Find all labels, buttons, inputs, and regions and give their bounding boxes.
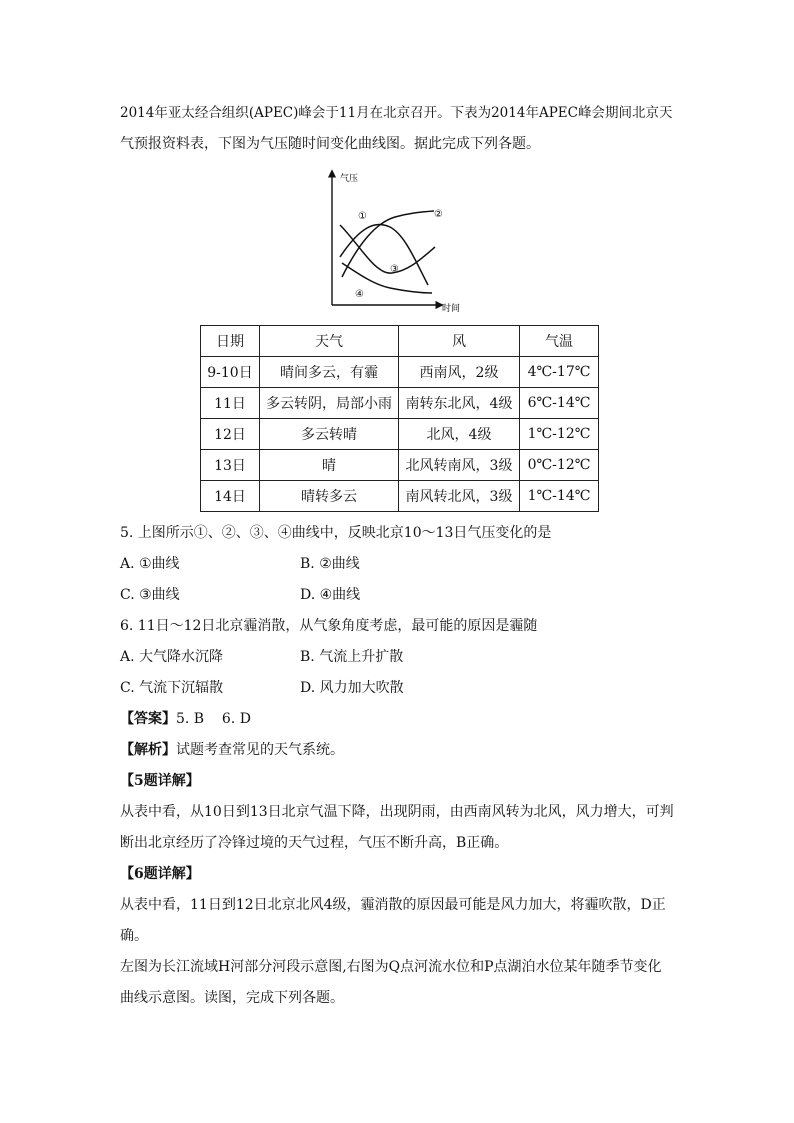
q5-option-b: B. ②曲线: [300, 556, 360, 572]
table-cell: 1℃-14℃: [520, 481, 599, 512]
next-question-intro-line-1: 左图为长江流域H河部分河段示意图,右图为Q点河流水位和P点湖泊水位某年随季节变化: [120, 959, 662, 975]
q6-option-b: B. 气流上升扩散: [300, 649, 404, 665]
table-cell: 南风转北风，3级: [399, 481, 520, 512]
header-temperature: 气温: [520, 326, 599, 357]
curve-3: [340, 225, 435, 273]
table-cell: 晴: [260, 450, 399, 481]
question-6-stem: 6. 11日～12日北京霾消散，从气象角度考虑，最可能的原因是霾随: [120, 618, 538, 634]
table-cell: 9-10日: [201, 357, 260, 388]
table-row: [201, 388, 599, 419]
q5-option-d: D. ④曲线: [300, 587, 361, 603]
q6-option-c: C. 气流下沉辐散: [120, 680, 224, 696]
detail-6-line-1: 从表中看，11日到12日北京北风4级，霾消散的原因最可能是风力加大，将霾吹散，D正: [120, 897, 666, 913]
table-cell: 11日: [201, 388, 260, 419]
pressure-time-figure: [320, 165, 470, 317]
curve-2-label: ②: [434, 209, 443, 220]
detail-6-heading: 【6题详解】: [120, 866, 200, 882]
analysis-label: 【解析】: [120, 742, 176, 758]
answer-text: 5. B 6. D: [176, 711, 251, 727]
table-cell: 北风，4级: [399, 419, 520, 450]
table-cell: 晴间多云，有霾: [260, 357, 399, 388]
intro-line-2: 气预报资料表，下图为气压随时间变化曲线图。据此完成下列各题。: [120, 136, 540, 152]
answer-label: 【答案】: [120, 711, 176, 727]
analysis-text: 试题考查常见的天气系统。: [176, 742, 344, 758]
curve-1-label: ①: [358, 211, 367, 222]
table-cell: 多云转阴，局部小雨: [260, 388, 399, 419]
weather-forecast-table: [200, 325, 599, 512]
table-cell: 6℃-14℃: [520, 388, 599, 419]
table-cell: 1℃-12℃: [520, 419, 599, 450]
table-cell: 0℃-12℃: [520, 450, 599, 481]
detail-5-line-1: 从表中看，从10日到13日北京气温下降，出现阴雨，由西南风转为北风，风力增大，可判: [120, 804, 674, 820]
answer-line: [120, 708, 680, 730]
table-row: [201, 357, 599, 388]
curve-4-label: ④: [355, 289, 364, 300]
q5-option-a: A. ①曲线: [120, 556, 180, 572]
table-row: [201, 450, 599, 481]
y-axis-label: 气压: [340, 174, 359, 184]
detail-5-line-2: 断出北京经历了冷锋过境的天气过程，气压不断升高，B正确。: [120, 835, 509, 851]
next-question-intro-line-2: 曲线示意图。读图，完成下列各题。: [120, 990, 344, 1006]
x-axis-label: 时间: [442, 304, 461, 314]
header-weather: 天气: [260, 326, 399, 357]
table-cell: 多云转晴: [260, 419, 399, 450]
table-row: [201, 419, 599, 450]
table-row: [201, 481, 599, 512]
curve-3-label: ③: [390, 264, 399, 275]
table-cell: 北风转南风，3级: [399, 450, 520, 481]
q6-option-d: D. 风力加大吹散: [300, 680, 404, 696]
question-5-stem: 5. 上图所示①、②、③、④曲线中，反映北京10～13日气压变化的是: [120, 525, 552, 541]
table-header-row: [201, 326, 599, 357]
table-cell: 13日: [201, 450, 260, 481]
table-cell: 南转东北风，4级: [399, 388, 520, 419]
table-cell: 14日: [201, 481, 260, 512]
table-cell: 晴转多云: [260, 481, 399, 512]
table-cell: 4℃-17℃: [520, 357, 599, 388]
curve-1: [340, 225, 428, 285]
detail-5-heading: 【5题详解】: [120, 773, 200, 789]
intro-line-1: 2014年亚太经合组织(APEC)峰会于11月在北京召开。下表为2014年APEC峰会期间北京天: [120, 105, 673, 121]
q5-option-c: C. ③曲线: [120, 587, 180, 603]
table-cell: 西南风，2级: [399, 357, 520, 388]
header-date: 日期: [201, 326, 260, 357]
detail-6-line-2: 确。: [120, 928, 148, 944]
analysis-line: [120, 739, 680, 761]
q6-option-a: A. 大气降水沉降: [120, 649, 224, 665]
table-cell: 12日: [201, 419, 260, 450]
header-wind: 风: [399, 326, 520, 357]
